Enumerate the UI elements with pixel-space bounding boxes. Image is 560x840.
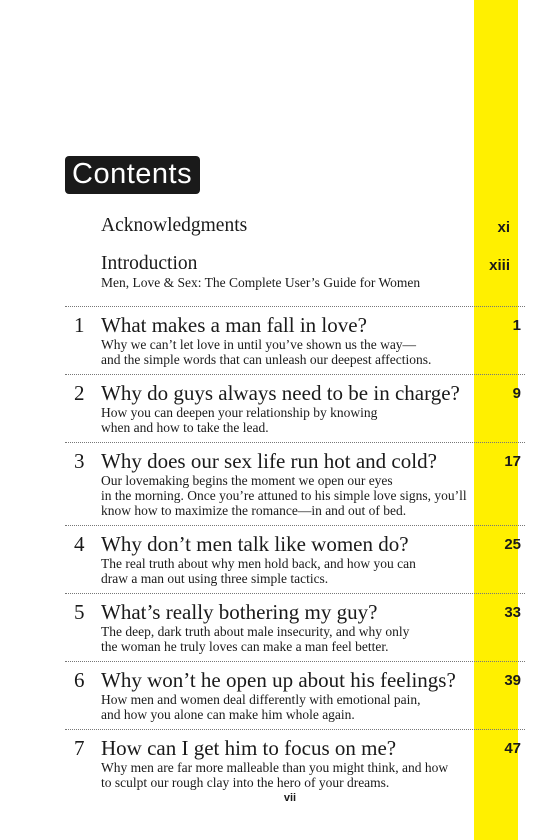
page-number: 33 (504, 604, 521, 621)
chapter-title: What makes a man fall in love? (101, 313, 367, 337)
desc-line: The real truth about why men hold back, and how you can (101, 556, 416, 571)
page-number: 39 (504, 672, 521, 689)
chapter-number: 1 (74, 313, 85, 337)
chapter-description (101, 692, 525, 722)
toc-chapter-4[interactable] (65, 532, 525, 586)
desc-line: in the morning. Once you’re attuned to his simple love signs, you’ll (101, 488, 467, 503)
chapter-title: Why does our sex life run hot and cold? (101, 449, 437, 473)
toc-chapter-3[interactable] (65, 449, 525, 518)
chapter-number: 7 (74, 736, 85, 760)
desc-line: when and how to take the lead. (101, 420, 269, 435)
desc-line: The deep, dark truth about male insecurity, and why only (101, 624, 410, 639)
chapter-description (101, 405, 525, 435)
toc-entry-acknowledgments[interactable] (101, 215, 521, 237)
page-number: 47 (504, 740, 521, 757)
desc-line: draw a man out using three simple tactics. (101, 571, 329, 586)
toc-chapter-1[interactable] (65, 313, 525, 367)
folio-page-number: vii (283, 792, 297, 804)
chapter-title: What’s really bothering my guy? (101, 600, 378, 624)
chapter-number: 5 (74, 600, 85, 624)
chapter-description (101, 556, 525, 586)
toc-entry-introduction[interactable] (101, 253, 521, 290)
chapter-number: 4 (74, 532, 85, 556)
desc-line: How you can deepen your relationship by knowing (101, 405, 378, 420)
desc-line: to sculpt our rough clay into the hero of your dreams. (101, 775, 390, 790)
toc-chapter-6[interactable] (65, 668, 525, 722)
chapter-title: Why don’t men talk like women do? (101, 532, 409, 556)
entry-title: Introduction (101, 253, 198, 274)
desc-line: How men and women deal differently with emotional pain, (101, 692, 421, 707)
toc-chapter-5[interactable] (65, 600, 525, 654)
chapter-number: 2 (74, 381, 85, 405)
page-number: 1 (512, 317, 521, 334)
toc-chapter-2[interactable] (65, 381, 525, 435)
desc-line: Why we can’t let love in until you’ve shown us the way— (101, 337, 417, 352)
page-number: xiii (489, 257, 510, 274)
desc-line: the woman he truly loves can make a man feel better. (101, 639, 389, 654)
chapter-number: 3 (74, 449, 85, 473)
page-number: 9 (512, 385, 521, 402)
chapter-description (101, 624, 525, 654)
contents-heading: Contents (65, 156, 200, 194)
chapter-title: How can I get him to focus on me? (101, 736, 397, 760)
toc-chapter-7[interactable] (65, 736, 525, 790)
desc-line: and the simple words that can unleash our deepest affections. (101, 352, 432, 367)
chapter-number: 6 (74, 668, 85, 692)
desc-line: Our lovemaking begins the moment we open our eyes (101, 473, 393, 488)
chapter-description (101, 760, 525, 790)
chapter-description (101, 473, 525, 518)
page-number: xi (497, 219, 510, 236)
chapter-title: Why do guys always need to be in charge? (101, 381, 460, 405)
entry-title: Acknowledgments (101, 215, 248, 236)
entry-subtitle: Men, Love & Sex: The Complete User’s Guide for Women (101, 275, 421, 290)
chapter-description (101, 337, 525, 367)
page-number: 25 (504, 536, 521, 553)
desc-line: Why men are far more malleable than you might think, and how (101, 760, 449, 775)
desc-line: know how to maximize the romance—in and out of bed. (101, 503, 407, 518)
chapter-title: Why won’t he open up about his feelings? (101, 668, 456, 692)
page-number: 17 (504, 453, 521, 470)
desc-line: and how you alone can make him whole again. (101, 707, 355, 722)
